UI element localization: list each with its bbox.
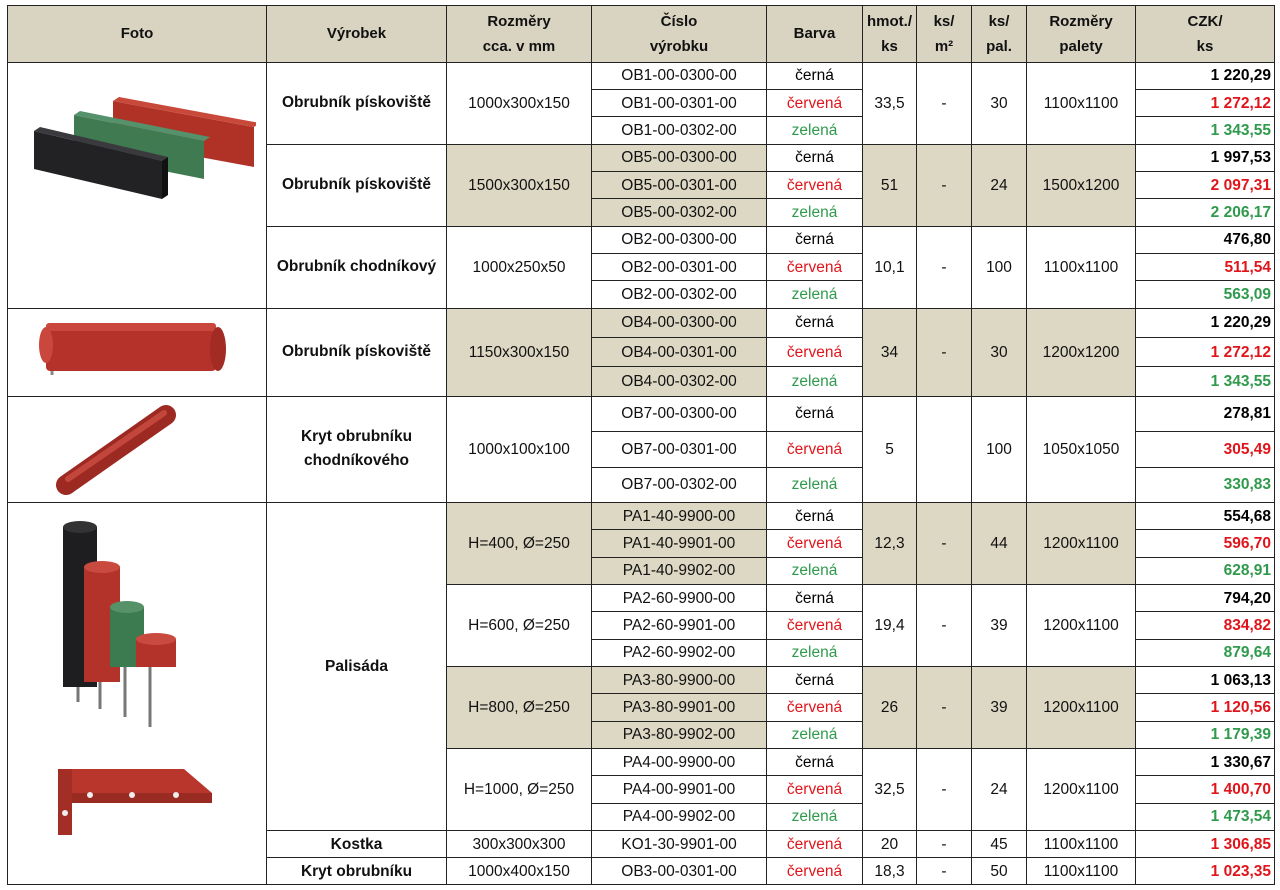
product-code: OB4-00-0301-00: [592, 338, 767, 367]
price: 1 400,70: [1136, 776, 1275, 803]
product-code: OB5-00-0302-00: [592, 199, 767, 226]
per-pallet: 50: [972, 858, 1027, 885]
header-cislo: Číslo výrobku: [592, 6, 767, 63]
per-pallet: 30: [972, 308, 1027, 396]
color-name: černá: [767, 62, 863, 89]
per-m2: -: [917, 749, 972, 831]
color-name: zelená: [767, 199, 863, 226]
per-pallet: 39: [972, 667, 1027, 749]
header-rozmery-palety: Rozměry palety: [1027, 6, 1136, 63]
color-name: červená: [767, 90, 863, 117]
color-name: zelená: [767, 803, 863, 830]
product-code: OB2-00-0302-00: [592, 281, 767, 308]
color-name: černá: [767, 308, 863, 337]
price: 628,91: [1136, 557, 1275, 584]
dimensions: 1000x400x150: [447, 858, 592, 885]
dimensions: 1000x300x150: [447, 62, 592, 144]
per-m2: -: [917, 585, 972, 667]
dimensions: 1000x100x100: [447, 396, 592, 502]
color-name: černá: [767, 585, 863, 612]
price: 2 097,31: [1136, 172, 1275, 199]
red-curb-with-pins-photo: [16, 313, 236, 383]
weight: 33,5: [863, 62, 917, 144]
per-m2: -: [917, 144, 972, 226]
pallet-dims: 1050x1050: [1027, 396, 1136, 502]
price: 305,49: [1136, 432, 1275, 467]
price: 1 220,29: [1136, 62, 1275, 89]
product-code: PA2-60-9901-00: [592, 612, 767, 639]
per-pallet: 24: [972, 144, 1027, 226]
pallet-dims: 1200x1100: [1027, 503, 1136, 585]
product-code: PA3-80-9901-00: [592, 694, 767, 721]
color-name: červená: [767, 338, 863, 367]
dimensions: H=800, Ø=250: [447, 667, 592, 749]
product-name: Kryt obrubníku: [267, 858, 447, 885]
color-name: červená: [767, 172, 863, 199]
header-czk: CZK/ ks: [1136, 6, 1275, 63]
pallet-dims: 1200x1100: [1027, 667, 1136, 749]
weight: 12,3: [863, 503, 917, 585]
product-code: OB4-00-0302-00: [592, 367, 767, 396]
price: 834,82: [1136, 612, 1275, 639]
product-name: Obrubník pískoviště: [267, 62, 447, 144]
per-m2: -: [917, 503, 972, 585]
header-row: [8, 6, 1275, 63]
red-curb-cover-tube-photo: [48, 401, 188, 501]
weight: 34: [863, 308, 917, 396]
pallet-dims: 1500x1200: [1027, 144, 1136, 226]
color-name: černá: [767, 667, 863, 694]
price: 1 220,29: [1136, 308, 1275, 337]
price: 1 023,35: [1136, 858, 1275, 885]
weight: 18,3: [863, 858, 917, 885]
price: 1 473,54: [1136, 803, 1275, 830]
price: 1 306,85: [1136, 830, 1275, 857]
per-m2: -: [917, 226, 972, 308]
color-name: červená: [767, 694, 863, 721]
per-pallet: 24: [972, 749, 1027, 831]
price: 330,83: [1136, 467, 1275, 502]
pallet-dims: 1100x1100: [1027, 858, 1136, 885]
price: 278,81: [1136, 396, 1275, 431]
dimensions: 1150x300x150: [447, 308, 592, 396]
product-code: PA3-80-9902-00: [592, 721, 767, 748]
product-code: OB2-00-0301-00: [592, 254, 767, 281]
product-code: OB4-00-0300-00: [592, 308, 767, 337]
dimensions: 300x300x300: [447, 830, 592, 857]
product-name: Obrubník pískoviště: [267, 144, 447, 226]
weight: 32,5: [863, 749, 917, 831]
pallet-dims: 1100x1100: [1027, 62, 1136, 144]
header-barva: Barva: [767, 6, 863, 63]
price: 1 343,55: [1136, 117, 1275, 144]
color-name: zelená: [767, 367, 863, 396]
product-code: OB1-00-0302-00: [592, 117, 767, 144]
per-m2: -: [917, 308, 972, 396]
color-name: červená: [767, 530, 863, 557]
price: 794,20: [1136, 585, 1275, 612]
pallet-dims: 1200x1100: [1027, 585, 1136, 667]
weight: 19,4: [863, 585, 917, 667]
product-code: KO1-30-9901-00: [592, 830, 767, 857]
price: 1 179,39: [1136, 721, 1275, 748]
photo-cell: [8, 308, 267, 396]
color-name: černá: [767, 144, 863, 171]
pallet-dims: 1200x1200: [1027, 308, 1136, 396]
color-name: zelená: [767, 117, 863, 144]
red-corner-edge-photo: [48, 743, 218, 838]
color-name: černá: [767, 749, 863, 776]
dimensions: H=600, Ø=250: [447, 585, 592, 667]
color-name: zelená: [767, 557, 863, 584]
price: 1 063,13: [1136, 667, 1275, 694]
product-code: OB7-00-0300-00: [592, 396, 767, 431]
color-name: černá: [767, 226, 863, 253]
product-code: OB1-00-0300-00: [592, 62, 767, 89]
product-code: PA2-60-9902-00: [592, 639, 767, 666]
per-m2: -: [917, 667, 972, 749]
product-code: OB7-00-0302-00: [592, 467, 767, 502]
dimensions: 1500x300x150: [447, 144, 592, 226]
product-code: OB5-00-0300-00: [592, 144, 767, 171]
photo-cell: [8, 503, 267, 885]
per-m2: -: [917, 858, 972, 885]
product-code: PA1-40-9901-00: [592, 530, 767, 557]
header-hmot: hmot./ ks: [863, 6, 917, 63]
color-name: červená: [767, 254, 863, 281]
dimensions: 1000x250x50: [447, 226, 592, 308]
header-vyrobek: Výrobek: [267, 6, 447, 63]
price: 1 997,53: [1136, 144, 1275, 171]
color-name: červená: [767, 776, 863, 803]
color-name: černá: [767, 503, 863, 530]
table-row: [8, 62, 1275, 89]
per-m2: -: [917, 830, 972, 857]
product-code: OB3-00-0301-00: [592, 858, 767, 885]
price: 1 120,56: [1136, 694, 1275, 721]
color-name: červená: [767, 830, 863, 857]
product-name: Kostka: [267, 830, 447, 857]
color-name: červená: [767, 612, 863, 639]
color-name: zelená: [767, 281, 863, 308]
product-name: Obrubník chodníkový: [267, 226, 447, 308]
color-name: černá: [767, 396, 863, 431]
color-name: zelená: [767, 721, 863, 748]
dimensions: H=400, Ø=250: [447, 503, 592, 585]
weight: 10,1: [863, 226, 917, 308]
product-code: OB1-00-0301-00: [592, 90, 767, 117]
price: 1 330,67: [1136, 749, 1275, 776]
product-code: PA4-00-9902-00: [592, 803, 767, 830]
weight: 20: [863, 830, 917, 857]
table-row: [8, 503, 1275, 530]
pallet-dims: 1100x1100: [1027, 226, 1136, 308]
pallet-dims: 1100x1100: [1027, 830, 1136, 857]
product-code: OB7-00-0301-00: [592, 432, 767, 467]
per-pallet: 39: [972, 585, 1027, 667]
header-ks-pal: ks/ pal.: [972, 6, 1027, 63]
per-pallet: 45: [972, 830, 1027, 857]
price: 1 343,55: [1136, 367, 1275, 396]
price: 2 206,17: [1136, 199, 1275, 226]
photo-cell: [8, 396, 267, 502]
price: 476,80: [1136, 226, 1275, 253]
color-name: zelená: [767, 467, 863, 502]
product-code: PA2-60-9900-00: [592, 585, 767, 612]
header-foto: Foto: [8, 6, 267, 63]
palisade-posts-photo: [58, 517, 208, 727]
per-m2: [917, 396, 972, 502]
product-code: PA4-00-9900-00: [592, 749, 767, 776]
pallet-dims: 1200x1100: [1027, 749, 1136, 831]
color-name: zelená: [767, 639, 863, 666]
table-row: [8, 396, 1275, 431]
product-code: OB5-00-0301-00: [592, 172, 767, 199]
price: 1 272,12: [1136, 90, 1275, 117]
price: 1 272,12: [1136, 338, 1275, 367]
price: 511,54: [1136, 254, 1275, 281]
price: 563,09: [1136, 281, 1275, 308]
weight: 26: [863, 667, 917, 749]
price: 596,70: [1136, 530, 1275, 557]
curbs-black-green-red-photo: [16, 62, 256, 273]
product-code: PA3-80-9900-00: [592, 667, 767, 694]
price: 879,64: [1136, 639, 1275, 666]
product-code: OB2-00-0300-00: [592, 226, 767, 253]
dimensions: H=1000, Ø=250: [447, 749, 592, 831]
header-ks-m2: ks/ m²: [917, 6, 972, 63]
per-pallet: 100: [972, 396, 1027, 502]
per-pallet: 100: [972, 226, 1027, 308]
per-pallet: 44: [972, 503, 1027, 585]
price-list-table: [7, 5, 1275, 885]
product-code: PA1-40-9902-00: [592, 557, 767, 584]
product-name: Kryt obrubníku chodníkového: [267, 396, 447, 502]
table-row: [8, 308, 1275, 337]
product-name: Palisáda: [267, 503, 447, 831]
per-m2: -: [917, 62, 972, 144]
color-name: červená: [767, 432, 863, 467]
product-code: PA1-40-9900-00: [592, 503, 767, 530]
per-pallet: 30: [972, 62, 1027, 144]
product-name: Obrubník pískoviště: [267, 308, 447, 396]
header-rozmery: Rozměry cca. v mm: [447, 6, 592, 63]
weight: 51: [863, 144, 917, 226]
weight: 5: [863, 396, 917, 502]
photo-cell: [8, 62, 267, 308]
product-code: PA4-00-9901-00: [592, 776, 767, 803]
color-name: červená: [767, 858, 863, 885]
price: 554,68: [1136, 503, 1275, 530]
